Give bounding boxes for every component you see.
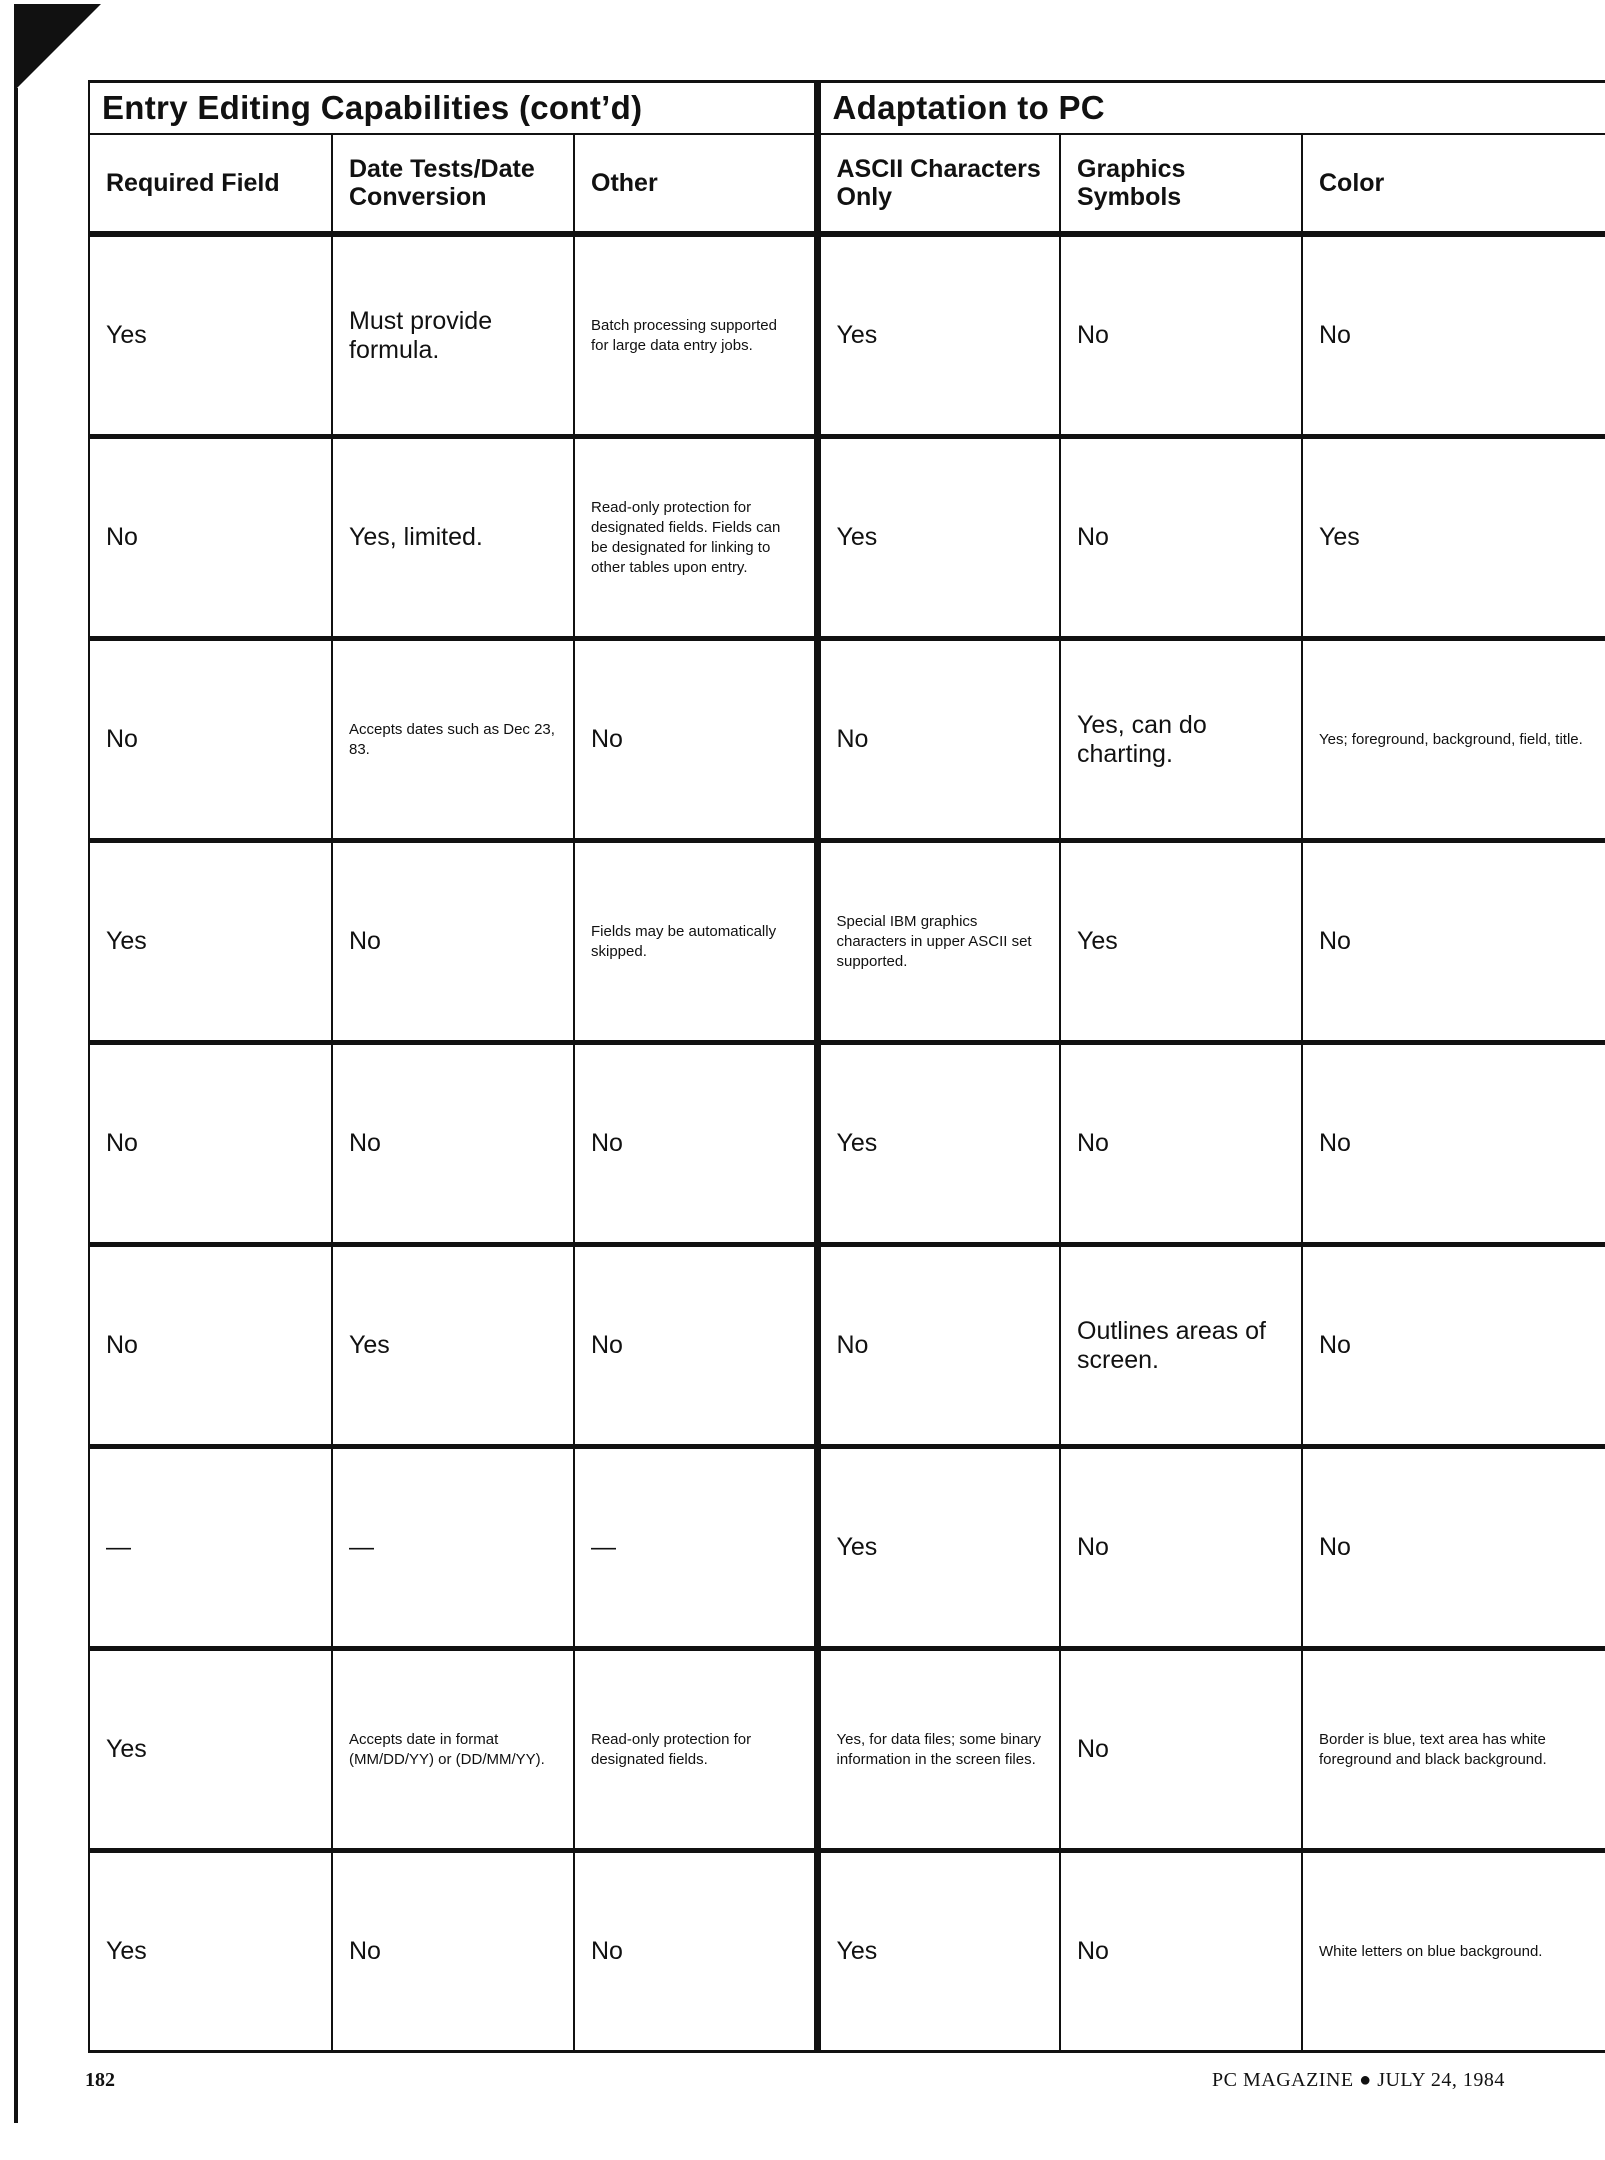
cell-other: Fields may be automatically skipped.	[574, 841, 817, 1043]
cell-ascii: Special IBM graphics characters in upper ASCII set supported.	[817, 841, 1060, 1043]
cell-color: No	[1302, 234, 1605, 437]
cell-date-tests: Accepts date in format (MM/DD/YY) or (DD/MM/YY).	[332, 1649, 574, 1851]
corner-triangle-mark	[14, 4, 101, 91]
cell-date-tests: Yes, limited.	[332, 437, 574, 639]
cell-color: No	[1302, 1245, 1605, 1447]
cell-color: Border is blue, text area has white foreground and black background.	[1302, 1649, 1605, 1851]
cell-graphics: No	[1060, 1851, 1302, 2052]
table-row	[89, 234, 1605, 437]
table-row	[89, 1043, 1605, 1245]
cell-required-field: —	[89, 1447, 332, 1649]
cell-other: Read-only protection for designated fields.	[574, 1649, 817, 1851]
column-header-other: Other	[574, 134, 817, 234]
cell-ascii: Yes	[817, 234, 1060, 437]
cell-other: Batch processing supported for large data entry jobs.	[574, 234, 817, 437]
column-header-color: Color	[1302, 134, 1605, 234]
cell-color: White letters on blue background.	[1302, 1851, 1605, 2052]
table-row	[89, 437, 1605, 639]
cell-other: No	[574, 1245, 817, 1447]
publication-footer: PC MAGAZINE ● JULY 24, 1984	[1212, 2069, 1505, 2091]
cell-color: Yes; foreground, background, field, title.	[1302, 639, 1605, 841]
cell-graphics: No	[1060, 1447, 1302, 1649]
group-header-row	[89, 82, 1605, 135]
cell-graphics: Yes	[1060, 841, 1302, 1043]
cell-date-tests: No	[332, 841, 574, 1043]
cell-required-field: No	[89, 1245, 332, 1447]
cell-graphics: No	[1060, 234, 1302, 437]
comparison-table	[88, 80, 1605, 2053]
cell-ascii: No	[817, 1245, 1060, 1447]
cell-date-tests: Accepts dates such as Dec 23, 83.	[332, 639, 574, 841]
cell-other: No	[574, 1851, 817, 2052]
cell-required-field: No	[89, 1043, 332, 1245]
table-row	[89, 639, 1605, 841]
cell-required-field: No	[89, 437, 332, 639]
page-number: 182	[85, 2069, 115, 2091]
cell-required-field: Yes	[89, 1649, 332, 1851]
cell-required-field: No	[89, 639, 332, 841]
table-row	[89, 1447, 1605, 1649]
cell-ascii: No	[817, 639, 1060, 841]
cell-required-field: Yes	[89, 841, 332, 1043]
cell-date-tests: No	[332, 1851, 574, 2052]
cell-graphics: No	[1060, 1649, 1302, 1851]
cell-color: Yes	[1302, 437, 1605, 639]
table-row	[89, 1245, 1605, 1447]
cell-graphics: Yes, can do charting.	[1060, 639, 1302, 841]
column-header-date-tests: Date Tests/Date Conversion	[332, 134, 574, 234]
cell-date-tests: No	[332, 1043, 574, 1245]
cell-ascii: Yes	[817, 1043, 1060, 1245]
cell-date-tests: Yes	[332, 1245, 574, 1447]
cell-ascii: Yes	[817, 437, 1060, 639]
cell-graphics: No	[1060, 1043, 1302, 1245]
column-header-required-field: Required Field	[89, 134, 332, 234]
page-edge-line	[14, 88, 18, 2123]
column-header-ascii: ASCII Characters Only	[817, 134, 1060, 234]
cell-other: Read-only protection for designated fields. Fields can be designated for linking to other tables upon entry.	[574, 437, 817, 639]
cell-other: —	[574, 1447, 817, 1649]
cell-ascii: Yes, for data files; some binary information in the screen files.	[817, 1649, 1060, 1851]
cell-date-tests: —	[332, 1447, 574, 1649]
group-title-adaptation: Adaptation to PC	[817, 82, 1605, 135]
cell-color: No	[1302, 1043, 1605, 1245]
table-row	[89, 1851, 1605, 2052]
cell-color: No	[1302, 841, 1605, 1043]
cell-ascii: Yes	[817, 1851, 1060, 2052]
cell-graphics: Outlines areas of screen.	[1060, 1245, 1302, 1447]
group-title-entry-editing: Entry Editing Capabilities (cont’d)	[89, 82, 817, 135]
column-header-row	[89, 134, 1605, 234]
cell-ascii: Yes	[817, 1447, 1060, 1649]
cell-required-field: Yes	[89, 234, 332, 437]
cell-graphics: No	[1060, 437, 1302, 639]
table-row	[89, 841, 1605, 1043]
cell-other: No	[574, 639, 817, 841]
comparison-table-container	[88, 80, 1605, 2065]
column-header-graphics: Graphics Symbols	[1060, 134, 1302, 234]
cell-other: No	[574, 1043, 817, 1245]
table-row	[89, 1649, 1605, 1851]
cell-date-tests: Must provide formula.	[332, 234, 574, 437]
cell-required-field: Yes	[89, 1851, 332, 2052]
cell-color: No	[1302, 1447, 1605, 1649]
